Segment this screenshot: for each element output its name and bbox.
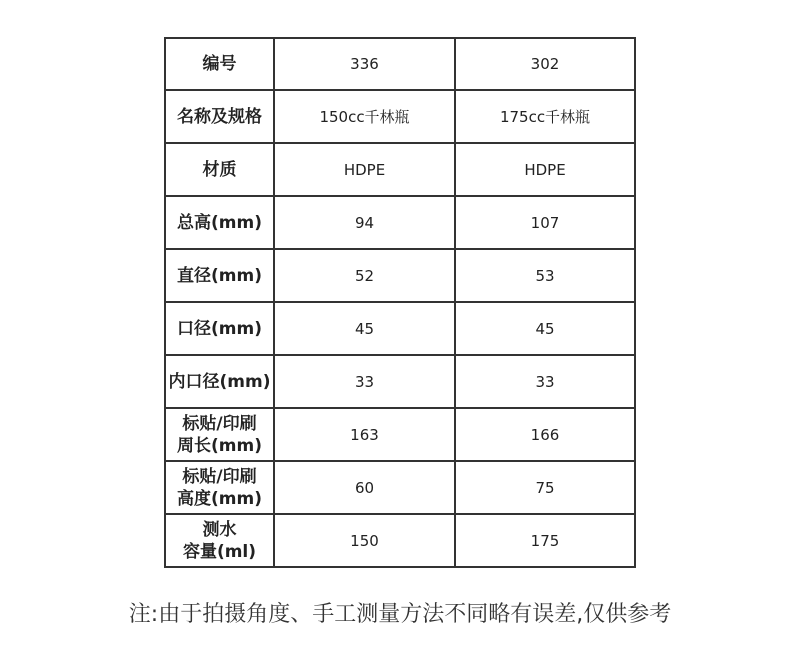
- table-row: [165, 408, 635, 461]
- cell-value: HDPE: [274, 143, 455, 196]
- cell-value: 175cc千林瓶: [455, 90, 635, 143]
- cell-value: 33: [274, 355, 455, 408]
- row-label: 材质: [165, 143, 274, 196]
- cell-value: 33: [455, 355, 635, 408]
- table-row: [165, 302, 635, 355]
- cell-value: 150: [274, 514, 455, 567]
- row-label: 名称及规格: [165, 90, 274, 143]
- cell-value: HDPE: [455, 143, 635, 196]
- cell-value: 336: [274, 38, 455, 90]
- table-row: [165, 38, 635, 90]
- cell-value: 45: [274, 302, 455, 355]
- footnote: 注:由于拍摄角度、手工测量方法不同略有误差,仅供参考: [128, 602, 672, 627]
- table-row: [165, 90, 635, 143]
- cell-value: 52: [274, 249, 455, 302]
- cell-value: 175: [455, 514, 635, 567]
- row-label: 总高(mm): [165, 196, 274, 249]
- cell-value: 107: [455, 196, 635, 249]
- row-label: 测水 容量(ml): [165, 514, 274, 567]
- cell-value: 53: [455, 249, 635, 302]
- spec-table: [164, 37, 636, 568]
- cell-value: 94: [274, 196, 455, 249]
- cell-value: 302: [455, 38, 635, 90]
- cell-value: 60: [274, 461, 455, 514]
- cell-value: 150cc千林瓶: [274, 90, 455, 143]
- row-label: 标贴/印刷 周长(mm): [165, 408, 274, 461]
- row-label: 直径(mm): [165, 249, 274, 302]
- table-row: [165, 143, 635, 196]
- cell-value: 166: [455, 408, 635, 461]
- table-row: [165, 196, 635, 249]
- row-label: 内口径(mm): [165, 355, 274, 408]
- cell-value: 163: [274, 408, 455, 461]
- cell-value: 45: [455, 302, 635, 355]
- row-label: 标贴/印刷 高度(mm): [165, 461, 274, 514]
- table-row: [165, 355, 635, 408]
- table-row: [165, 461, 635, 514]
- table-row: [165, 249, 635, 302]
- row-label: 口径(mm): [165, 302, 274, 355]
- row-label: 编号: [165, 38, 274, 90]
- table-row: [165, 514, 635, 567]
- cell-value: 75: [455, 461, 635, 514]
